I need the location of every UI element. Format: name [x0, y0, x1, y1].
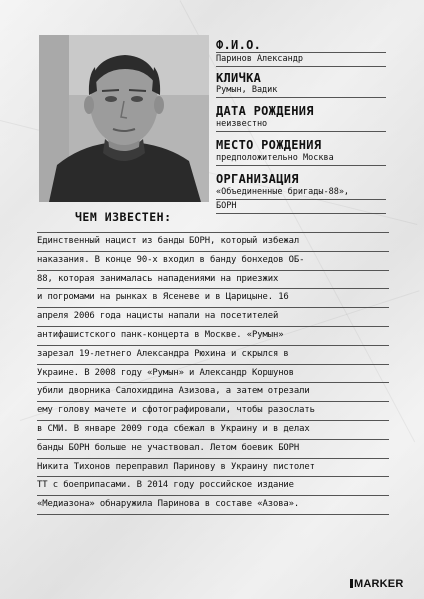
bio-line: ему голову мачете и сфотографировали, чтобы разослать: [37, 402, 389, 421]
divider: [216, 199, 386, 200]
suspect-photo: [39, 35, 209, 202]
brand-name: MARKER: [354, 578, 404, 590]
bio-line: ТТ с боеприпасами. В 2014 году российское издание: [37, 477, 389, 496]
org-value-line2: БОРН: [216, 201, 237, 211]
nickname-label: КЛИЧКА: [216, 71, 262, 85]
divider: [216, 66, 386, 67]
bio-line: Никита Тихонов переправил Паринову в Украину пистолет: [37, 459, 389, 478]
bio-line: Единственный нацист из банды БОРН, который избежал: [37, 233, 389, 252]
bio-line: зарезал 19-летнего Александра Рюхина и скрылся в: [37, 346, 389, 365]
bio-line: убили дворника Салохиддина Азизова, а затем отрезали: [37, 383, 389, 402]
bio-line: в СМИ. В январе 2009 года сбежал в Украину и в делах: [37, 421, 389, 440]
bio-line: банды БОРН больше не участвовал. Летом боевик БОРН: [37, 440, 389, 459]
bio-line: 88, которая занималась нападениями на приезжих: [37, 271, 389, 290]
org-value-line1: «Объединенные бригады-88»,: [216, 187, 350, 197]
birthdate-label: ДАТА РОЖДЕНИЯ: [216, 104, 314, 118]
divider: [216, 52, 386, 53]
birthplace-label: МЕСТО РОЖДЕНИЯ: [216, 138, 322, 152]
bio-line: Украине. В 2008 году «Румын» и Александр Коршунов: [37, 365, 389, 384]
known-for-heading: ЧЕМ ИЗВЕСТЕН:: [75, 210, 172, 224]
birthplace-value: предположительно Москва: [216, 153, 334, 163]
divider: [216, 213, 386, 214]
bio-line: антифашистского панк-концерта в Москве. «Румын»: [37, 327, 389, 346]
org-label: ОРГАНИЗАЦИЯ: [216, 172, 299, 186]
biography: [37, 233, 389, 515]
fio-label: Ф.И.О.: [216, 38, 262, 52]
divider: [216, 165, 386, 166]
bio-line: апреля 2006 года нацисты напали на посетителей: [37, 308, 389, 327]
divider: [216, 97, 386, 98]
marker-logo: [350, 578, 403, 590]
divider: [216, 131, 386, 132]
bio-line: наказания. В конце 90-х входил в банду бонхедов ОБ-: [37, 252, 389, 271]
bio-line: «Медиазона» обнаружила Паринова в составе «Азова».: [37, 496, 389, 515]
birthdate-value: неизвестно: [216, 119, 268, 129]
fio-value: Паринов Александр: [216, 54, 303, 64]
bio-line: и погромами на рынках в Ясеневе и в Царицыне. 16: [37, 289, 389, 308]
nickname-value: Румын, Вадик: [216, 85, 278, 95]
logo-mark-icon: [350, 579, 353, 588]
